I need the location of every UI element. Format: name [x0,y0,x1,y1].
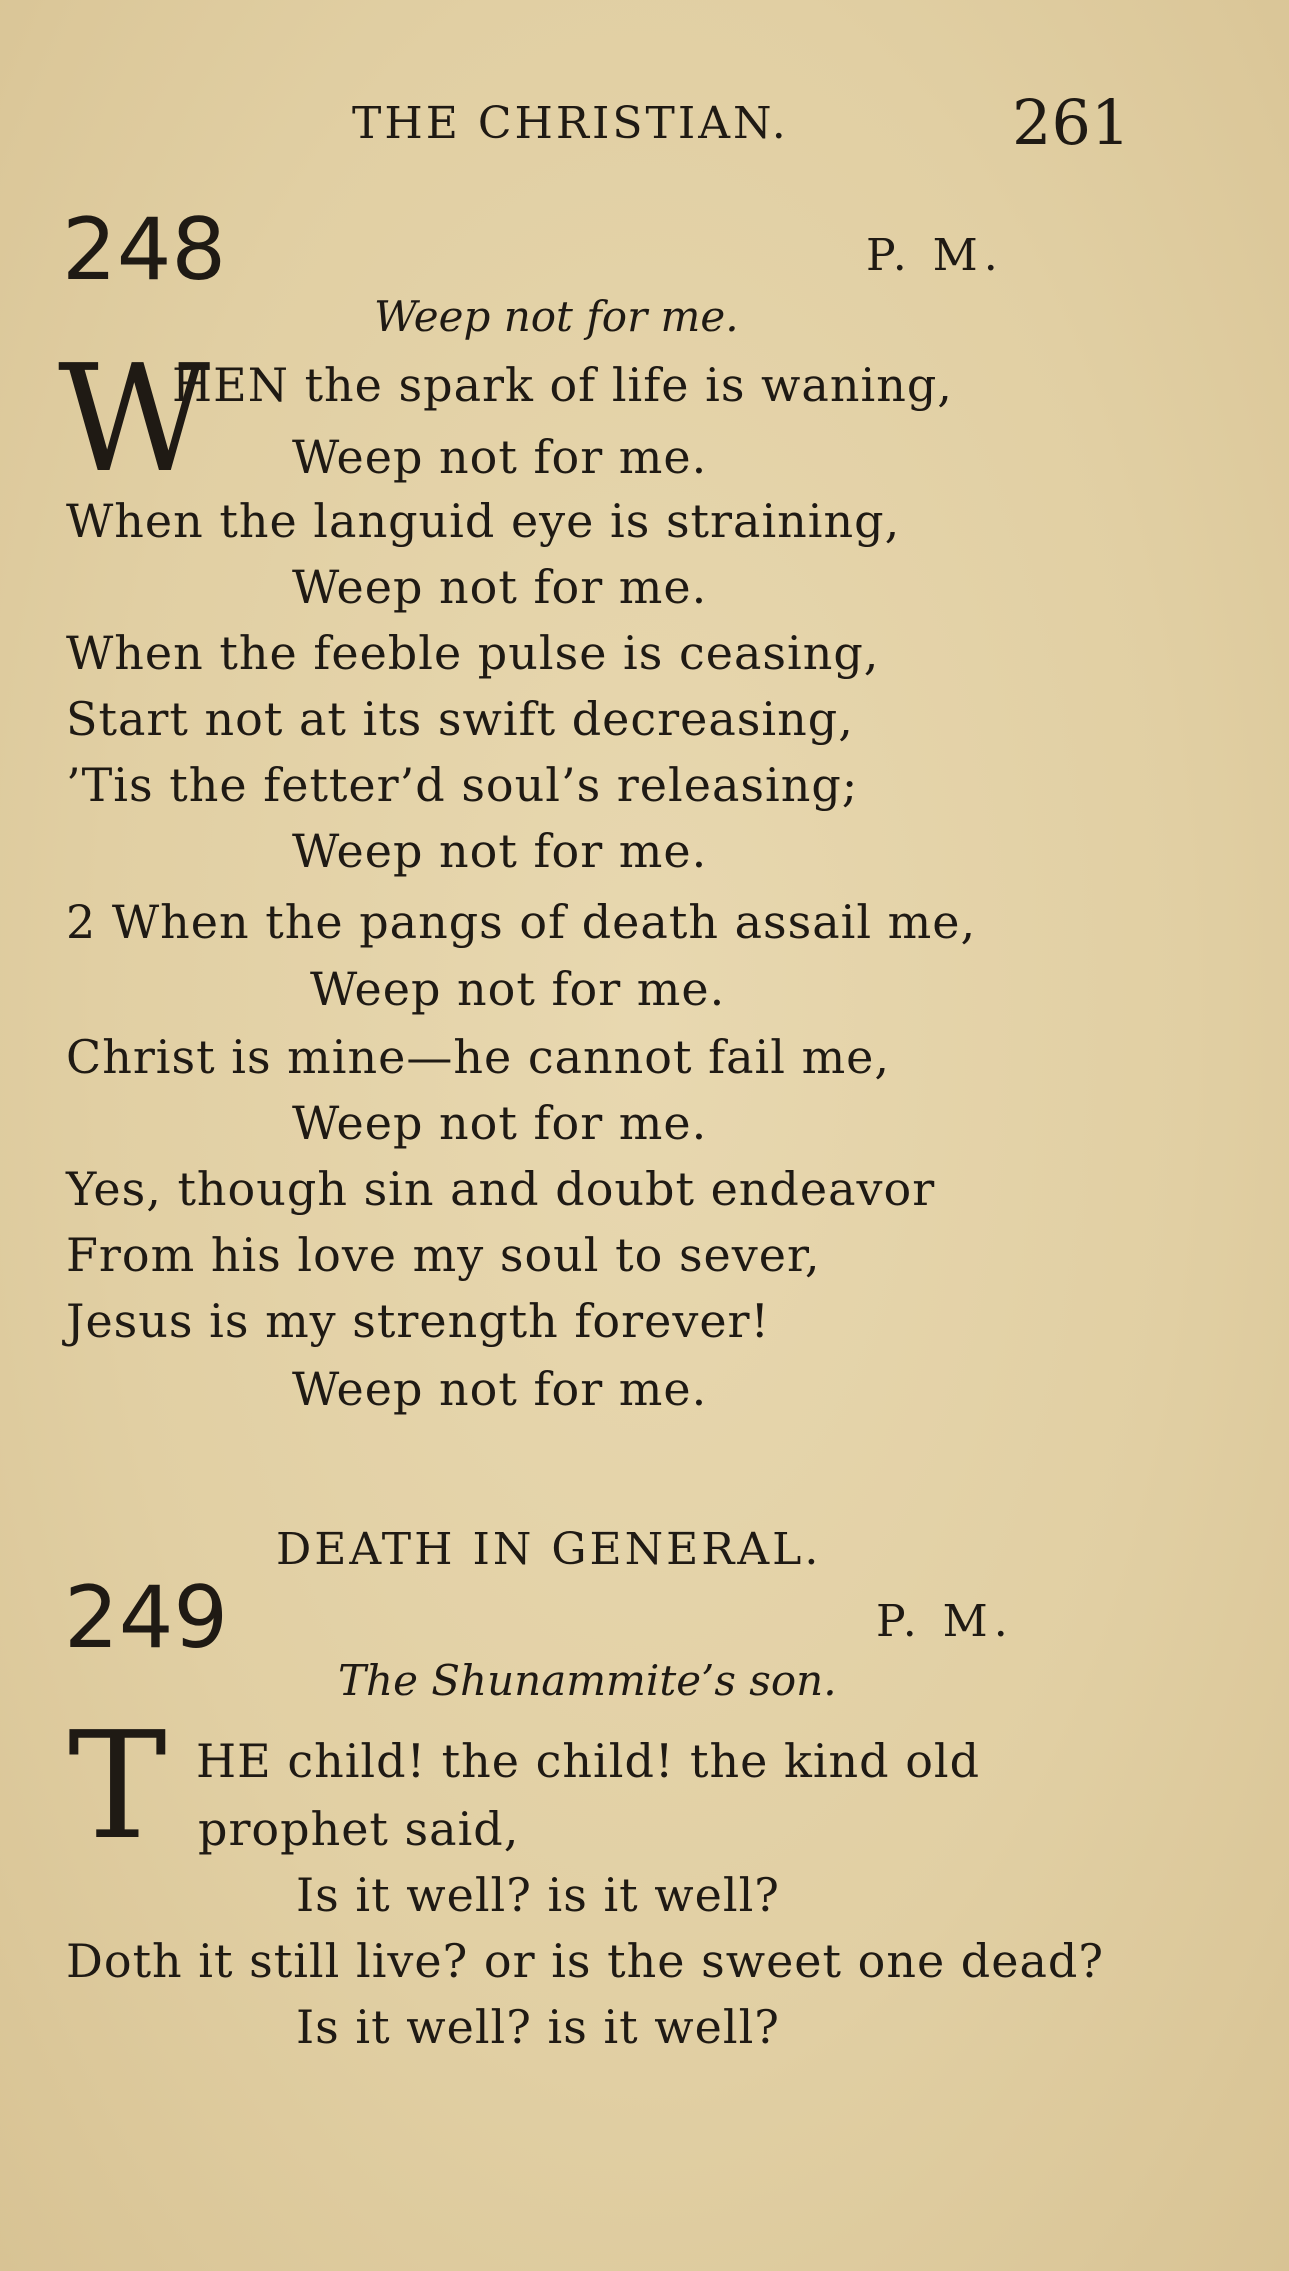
hymn-249-subtitle: The Shunammite’s son. [338,1656,837,1705]
hymn-249-meter: P. M. [876,1596,1014,1647]
page-number: 261 [1012,86,1131,159]
hymn-248-line: Weep not for me. [292,824,708,878]
hymn-248-line: Weep not for me. [310,962,726,1016]
hymn-248-line: Jesus is my strength forever! [66,1294,771,1348]
hymn-249-line: Is it well? is it well? [296,2000,780,2054]
running-title: THE CHRISTIAN. [352,98,789,149]
hymn-248-line: Weep not for me. [292,1096,708,1150]
hymn-248-drop-cap: W [58,333,211,505]
hymn-249-number: 249 [64,1568,229,1668]
section-heading: DEATH IN GENERAL. [276,1524,822,1575]
hymn-248-line: Weep not for me. [292,1362,708,1416]
hymn-248-number: 248 [62,200,227,300]
hymn-249-line: Doth it still live? or is the sweet one dead? [66,1934,1104,1988]
hymn-248-line: Yes, though sin and doubt endeavor [66,1162,936,1216]
hymn-248-line: Weep not for me. [292,560,708,614]
hymn-248-line: ’Tis the fetter’d soul’s releasing; [66,758,859,812]
hymn-248-line: When the languid eye is straining, [66,494,901,548]
hymn-248-line: When the feeble pulse is ceasing, [66,626,880,680]
hymn-249-drop-cap: T [68,1700,167,1872]
hymn-248-meter: P. M. [866,230,1004,281]
hymn-248-line: Start not at its swift decreasing, [66,692,854,746]
hymn-248-line: Christ is mine—he cannot fail me, [66,1030,891,1084]
hymn-249-line-1: HE child! the child! the kind old [196,1734,981,1788]
hymn-248-line-1: HEN the spark of life is waning, [172,358,953,412]
hymn-248-subtitle: Weep not for me. [374,292,739,341]
hymn-249-line: Is it well? is it well? [296,1868,780,1922]
hymn-249-line: prophet said, [198,1802,520,1856]
hymn-248-line: 2 When the pangs of death assail me, [66,895,977,949]
hymn-248-line: Weep not for me. [292,430,708,484]
hymn-248-line: From his love my soul to sever, [66,1228,821,1282]
